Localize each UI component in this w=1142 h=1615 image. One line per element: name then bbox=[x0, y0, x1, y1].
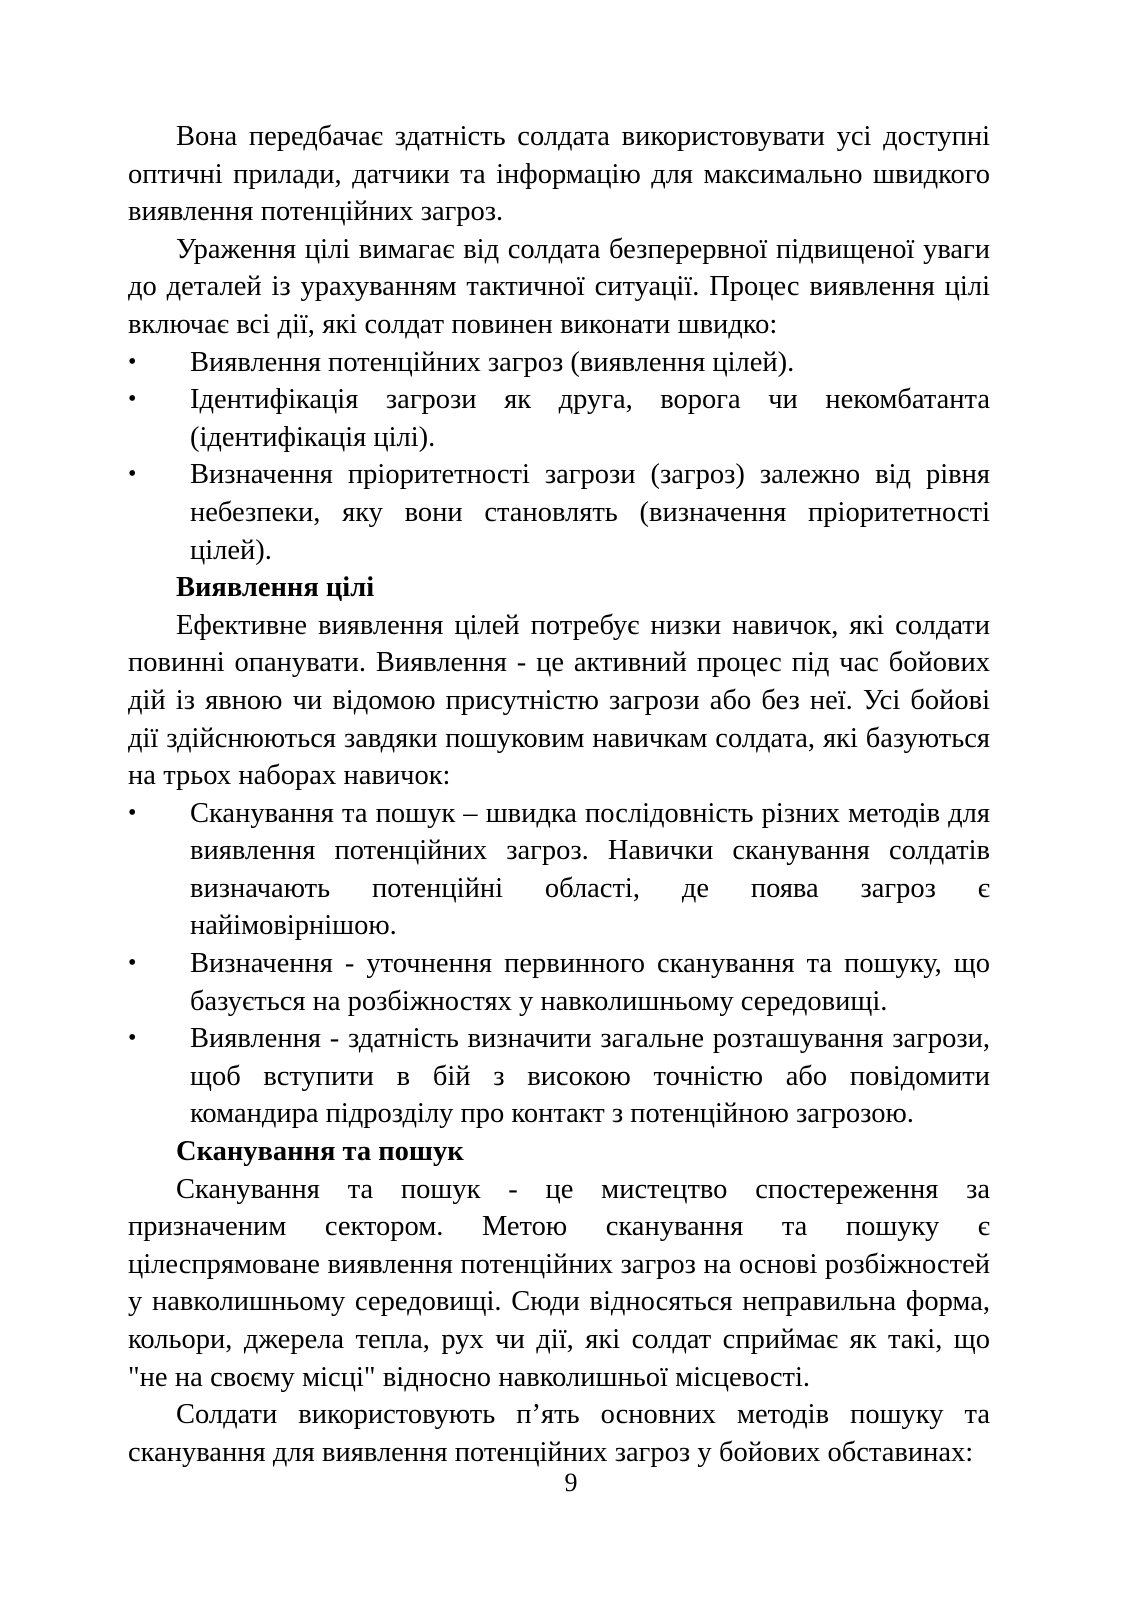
bullet-text: Виявлення потенційних загроз (виявлення цілей). bbox=[190, 346, 795, 378]
bullet-icon: • bbox=[128, 386, 137, 413]
heading-skanuvannya-ta-poshuk: Сканування та пошук bbox=[176, 1136, 464, 1168]
bullet-vyznachennya-priorytetnosti bbox=[128, 456, 990, 569]
bullet-identyfikatsiya-zagrozy bbox=[128, 381, 990, 456]
paragraph-efektyvne-vyyavlennya: Ефективне виявлення цілей потребує низки навичок, які солдати повинні опанувати. Виявлення - це активний процес під час бойових дій із явною чи відомою присутністю загрози або без неї. Усі бойові дії здійснюються завдяки пошуковим навичкам солдата, які базуються на трьох наборах навичок: bbox=[128, 609, 990, 792]
heading-vyyavlennya-tsili: Виявлення цілі bbox=[176, 572, 375, 604]
bullet-vyyavlennya-zagroz bbox=[128, 344, 990, 382]
bullet-icon: • bbox=[128, 461, 137, 488]
bullet-skanuvannya-ta-poshuk bbox=[128, 795, 990, 945]
bullet-text: Ідентифікація загрози як друга, ворога чи некомбатанта (ідентифікація цілі). bbox=[190, 384, 990, 453]
paragraph-skanuvannya-mystetstvo: Сканування та пошук - це мистецтво спостереження за призначеним сектором. Метою сканування та пошуку є цілеспрямоване виявлення потенційних загроз на основі розбіжностей у навколишньому середовищі. Сюди відносяться неправильна форма, кольори, джерела тепла, рух чи дії, які солдат сприймає як такі, що "не на своєму місці" відносно навколишньої місцевості. bbox=[128, 1173, 990, 1393]
paragraph-soldaty-pyat-metodiv: Солдати використовують п’ять основних методів пошуку та сканування для виявлення потенційних загроз у бойових обставинах: bbox=[128, 1399, 990, 1468]
bullet-text: Сканування та пошук – швидка послідовність різних методів для виявлення потенційних загроз. Навички сканування солдатів визначають потенційні області, де поява загроз є найімовірнішою. bbox=[190, 797, 990, 942]
page-text-block bbox=[128, 118, 990, 1471]
paragraph-urazhennya-tsili: Ураження цілі вимагає від солдата безперервної підвищеної уваги до деталей із урахуванням тактичної ситуації. Процес виявлення цілі включає всі дії, які солдат повинен виконати швидко: bbox=[128, 233, 990, 340]
bullet-text: Виявлення - здатність визначити загальне розташування загрози, щоб вступити в бій з високою точністю або повідомити командира підрозділу про контакт з потенційною загрозою. bbox=[190, 1023, 990, 1130]
bullet-vyyavlennya-zdatnist bbox=[128, 1020, 990, 1133]
bullet-icon: • bbox=[128, 348, 137, 375]
bullet-icon: • bbox=[128, 950, 137, 977]
bullet-text: Визначення - уточнення первинного сканування та пошуку, що базується на розбіжностях у навколишньому середовищі. bbox=[190, 948, 990, 1017]
page-number: 9 bbox=[564, 1468, 578, 1497]
paragraph-vona-peredbachae: Вона передбачає здатність солдата використовувати усі доступні оптичні прилади, датчики та інформацію для максимально швидкого виявлення потенційних загроз. bbox=[128, 121, 990, 228]
bullet-icon: • bbox=[128, 1025, 137, 1052]
bullet-icon: • bbox=[128, 799, 137, 826]
bullet-vyznachennya-utochnennya bbox=[128, 945, 990, 1020]
bullet-text: Визначення пріоритетності загрози (загроз) залежно від рівня небезпеки, яку вони становлять (визначення пріоритетності цілей). bbox=[190, 459, 990, 566]
